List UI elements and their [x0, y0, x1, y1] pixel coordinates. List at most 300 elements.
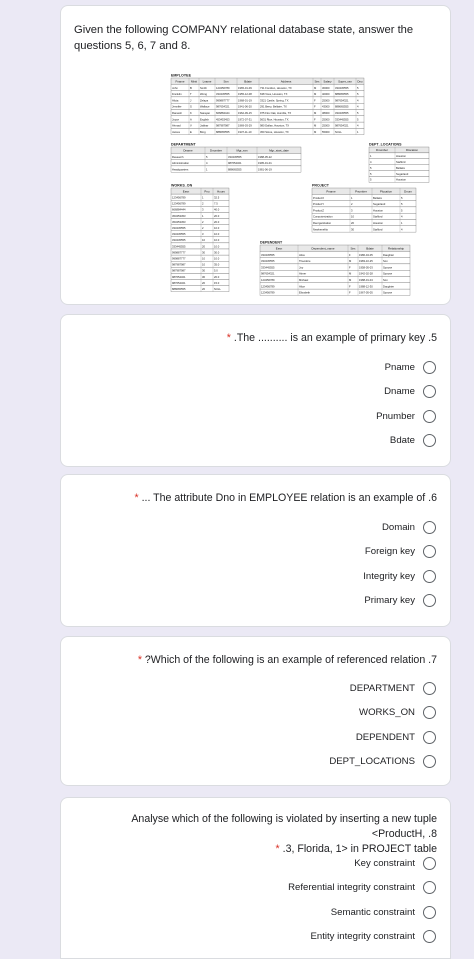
table-dependent [260, 241, 410, 296]
table-cell: M [314, 124, 317, 128]
table-cell: 10.0 [214, 257, 220, 261]
table-cell: M [349, 272, 352, 276]
option-referential-integrity[interactable] [288, 878, 436, 896]
table-cell: 5 [206, 155, 208, 159]
table-cell: 999887777 [216, 99, 230, 103]
table-cell: 638 Voss, Houston, TX [260, 93, 288, 97]
question-6-text: ... The attribute Dno in EMPLOYEE relation is an example of .6 [141, 492, 437, 504]
table-cell: F [349, 285, 351, 289]
table-cell: 10.0 [214, 245, 220, 249]
table-cell: 3321 Castle, Spring, TX [260, 99, 289, 103]
table-cell: 5 [357, 118, 359, 122]
option-label: Key constraint [354, 857, 415, 869]
table-cell: Houston [373, 222, 384, 226]
table-header-cell: Mgr_ssn [236, 148, 248, 153]
table-cell: NULL [214, 287, 221, 291]
table-cell: 333445555 [335, 118, 349, 122]
table-cell: 987987987 [216, 124, 230, 128]
table-employee [171, 74, 364, 135]
option-dname[interactable] [384, 382, 436, 400]
question-5-title [77, 331, 437, 346]
table-cell: Reorganization [313, 222, 332, 226]
table-cell: Research [172, 155, 184, 159]
table-cell: Zelaya [200, 99, 209, 103]
table-cell: 333445555 [261, 266, 275, 270]
table-cell: Jabbar [200, 124, 209, 128]
table-header-cell: Sex [314, 79, 320, 84]
table-cell: 10 [202, 263, 205, 267]
table-cell: 1 [370, 155, 372, 159]
table-cell: 1988-05-22 [258, 155, 272, 159]
table-cell: 333445555 [335, 112, 349, 116]
table-cell: F [349, 266, 351, 270]
table-cell: Narayan [200, 112, 211, 116]
table-cell: 10 [351, 215, 354, 219]
table-cell: 1967-05-05 [359, 291, 373, 295]
option-dependent[interactable] [356, 728, 436, 746]
table-header-cell: Address [280, 79, 292, 84]
table-cell: 453453453 [172, 220, 186, 224]
table-cell: 20.0 [214, 220, 220, 224]
table-works-on [171, 184, 229, 292]
table-cell: 999887777 [172, 251, 186, 255]
table-cell: 20 [202, 287, 205, 291]
radio-button[interactable] [423, 906, 436, 919]
table-cell: 4 [401, 215, 403, 219]
table-header-cell: Fname [175, 79, 185, 84]
table-cell: English [200, 118, 209, 122]
table-header-cell: Bdate [244, 79, 252, 84]
table-cell: Joyce [172, 118, 180, 122]
radio-button[interactable] [423, 706, 436, 719]
table-cell: 5631 Rice, Houston, TX [260, 118, 289, 122]
table-cell: 5 [401, 203, 403, 207]
radio-button[interactable] [423, 434, 436, 447]
table-cell: 20.0 [214, 275, 220, 279]
table-cell: M [349, 279, 352, 283]
table-cell: Theodore [299, 260, 311, 264]
option-label: Primary key [364, 594, 415, 606]
table-cell: Elizabeth [299, 291, 311, 295]
option-primary-key[interactable] [364, 591, 436, 609]
table-cell: Michael [299, 279, 309, 283]
table-cell: 2 [202, 220, 204, 224]
table-header-cell: Pno [204, 189, 210, 194]
table-department [171, 143, 301, 173]
option-label: Dname [384, 385, 415, 397]
table-title: WORKS_ON [171, 183, 193, 188]
radio-button[interactable] [423, 881, 436, 894]
table-cell: M [314, 86, 317, 90]
table-cell: 333445555 [216, 93, 230, 97]
table-cell: 55000 [322, 130, 330, 134]
option-label: DEPENDENT [355, 731, 415, 743]
table-cell: Computerization [313, 215, 333, 219]
table-cell: Ahmad [172, 124, 181, 128]
option-domain[interactable] [382, 518, 436, 536]
table-cell: 30 [351, 228, 354, 232]
table-cell: Stafford [373, 228, 383, 232]
intro-card [60, 5, 451, 305]
table-cell: 5 [357, 112, 359, 116]
table-cell: Newbenefits [313, 228, 328, 232]
table-cell: Sugarland [373, 203, 386, 207]
table-header-cell: Dnum [404, 189, 412, 194]
table-cell: 1941-06-20 [238, 105, 252, 109]
table-header-cell: Plocation [380, 189, 392, 194]
table-title: EMPLOYEE [171, 73, 191, 78]
table-cell: 987654321 [335, 124, 349, 128]
table-cell: 5 [357, 86, 359, 90]
table-cell: 30 [202, 269, 205, 273]
radio-button[interactable] [423, 410, 436, 423]
radio-button[interactable] [423, 545, 436, 558]
table-cell: A [190, 118, 192, 122]
option-label: Pname [384, 361, 415, 373]
intro-text: Given the following COMPANY relational database state, answer the questions 5, 6, 7 and 8. [74, 24, 414, 52]
table-cell: 888665555 [335, 105, 349, 109]
table-cell: ProductY [313, 203, 325, 207]
table-cell: 40000 [322, 93, 330, 97]
table-cell: F [314, 99, 316, 103]
table-cell: 25000 [322, 99, 330, 103]
table-cell: 5 [370, 166, 372, 170]
table-cell: ProductX [313, 196, 325, 200]
option-bdate[interactable] [390, 431, 436, 449]
table-cell: Houston [373, 209, 384, 213]
table-cell: Joy [299, 266, 304, 270]
table-header-cell: Lname [202, 79, 212, 84]
table-cell: 30000 [322, 86, 330, 90]
table-cell: 999887777 [172, 257, 186, 261]
company-database-figure [169, 67, 439, 293]
table-cell: Daughter [383, 253, 395, 257]
table-cell: 1937-11-10 [238, 130, 252, 134]
table-cell: 1 [351, 196, 353, 200]
table-cell: 987654321 [172, 281, 186, 285]
table-cell: 1969-03-29 [238, 124, 252, 128]
table-cell: Abner [299, 272, 307, 276]
table-header-cell: Dependent_name [311, 246, 335, 251]
table-cell: M [314, 93, 317, 97]
table-cell: 123456789 [261, 291, 275, 295]
table-header-cell: Minit [190, 79, 198, 84]
table-cell: 987987987 [172, 269, 186, 273]
option-foreign-key[interactable] [365, 542, 436, 560]
table-header-cell: Salary [323, 79, 332, 84]
required-asterisk: * [134, 492, 139, 504]
table-cell: 1972-07-31 [238, 118, 252, 122]
table-cell: 333445555 [172, 245, 186, 249]
table-cell: 1968-01-19 [238, 99, 252, 103]
table-cell: 450 Stone, Houston, TX [260, 130, 289, 134]
table-cell: James [172, 130, 180, 134]
table-cell: 1942-02-28 [359, 272, 373, 276]
radio-button[interactable] [423, 857, 436, 870]
table-cell: 987654321 [261, 272, 275, 276]
option-label: DEPT_LOCATIONS [329, 755, 415, 767]
table-cell: M [314, 130, 317, 134]
table-header-cell: Pnumber [355, 189, 367, 194]
company-database-tables [169, 67, 439, 293]
radio-button[interactable] [423, 731, 436, 744]
table-cell: 453453453 [172, 214, 186, 218]
table-cell: 731 Fondren, Houston, TX [260, 86, 292, 90]
radio-button[interactable] [423, 361, 436, 374]
table-cell: 2 [351, 203, 353, 207]
table-cell: 123456789 [172, 202, 186, 206]
table-cell: Spouse [383, 272, 393, 276]
table-cell: 1983-10-25 [359, 260, 373, 264]
option-label: Domain [381, 521, 415, 533]
table-cell: 30 [202, 251, 205, 255]
table-cell: 43000 [322, 105, 330, 109]
radio-button[interactable] [423, 682, 436, 695]
table-cell: Alice [299, 253, 305, 257]
table-cell: Jennifer [172, 105, 182, 109]
table-cell: Smith [200, 86, 207, 90]
table-cell: 987654321 [228, 162, 242, 166]
table-title: DEPARTMENT [171, 142, 196, 147]
table-cell: NULL [335, 130, 342, 134]
table-cell: 333445555 [335, 86, 349, 90]
question-5-card [60, 314, 451, 467]
table-cell: 35.0 [214, 263, 220, 267]
table-cell: 1988-12-30 [359, 285, 373, 289]
table-cell: 4 [370, 161, 372, 165]
table-cell: 291 Berry, Bellaire, TX [260, 105, 287, 109]
table-cell: 4 [357, 105, 359, 109]
option-label: Bdate [389, 434, 415, 446]
required-asterisk: * [226, 332, 231, 344]
option-pname[interactable] [385, 358, 436, 376]
table-cell: Stafford [396, 161, 406, 165]
radio-button[interactable] [423, 930, 436, 943]
table-cell: 1958-05-03 [359, 266, 373, 270]
table-cell: 25000 [322, 124, 330, 128]
option-works-on[interactable] [359, 703, 436, 721]
option-entity-integrity[interactable] [310, 927, 436, 945]
table-cell: 30 [202, 275, 205, 279]
question-7-text: ?Which of the following is an example of referenced relation .7 [144, 654, 437, 666]
table-title: DEPENDENT [260, 240, 283, 245]
table-cell: ProductZ [313, 209, 324, 213]
table-cell: 1962-09-15 [238, 112, 252, 116]
table-cell: Bellaire [396, 166, 405, 170]
table-cell: 7.5 [214, 202, 218, 206]
question-6-card [60, 474, 451, 627]
table-title: DEPT_LOCATIONS [369, 142, 402, 147]
table-cell: F [314, 118, 316, 122]
table-cell: 980 Dallas, Houston, TX [260, 124, 290, 128]
table-cell: 888665555 [172, 287, 186, 291]
table-cell: 5 [401, 209, 403, 213]
table-cell: Daughter [383, 285, 395, 289]
table-header-cell: Mgr_start_date [269, 148, 289, 153]
table-cell: 987654321 [216, 105, 230, 109]
question-5-text: .The .......... is an example of primary key .5 [233, 332, 437, 344]
option-label: Foreign key [364, 545, 415, 557]
table-cell: 10 [202, 257, 205, 261]
option-integrity-key[interactable] [363, 567, 436, 585]
table-cell: 10.0 [214, 239, 220, 243]
option-label: Integrity key [363, 570, 415, 582]
table-title: PROJECT [312, 183, 329, 188]
option-label: Pnumber [376, 410, 415, 422]
radio-button[interactable] [423, 570, 436, 583]
table-header-cell: Essn [275, 246, 283, 251]
table-header-cell: Essn [182, 189, 190, 194]
table-cell: 3 [202, 233, 204, 237]
table-cell: 20 [202, 281, 205, 285]
table-cell: 888665555 [228, 168, 242, 172]
table-cell: 5 [401, 196, 403, 200]
radio-button[interactable] [423, 385, 436, 398]
required-asterisk: * [137, 654, 142, 666]
option-semantic-constraint[interactable] [331, 903, 436, 921]
table-cell: Son [383, 260, 388, 264]
table-cell: 888665555 [335, 93, 349, 97]
table-cell: Spouse [383, 291, 393, 295]
table-cell: 1 [401, 222, 403, 226]
table-cell: 5 [357, 93, 359, 97]
table-cell: S [190, 105, 192, 109]
table-header-cell: Sex [350, 246, 356, 251]
table-cell: Wallace [200, 105, 210, 109]
table-cell: Bellaire [373, 196, 382, 200]
table-cell: Houston [396, 155, 407, 159]
table-header-cell: Dno [357, 79, 363, 84]
question-8-text-line2: .3, Florida, 1> in PROJECT table [282, 843, 437, 855]
table-cell: 10 [202, 239, 205, 243]
table-cell: 123456789 [216, 86, 230, 90]
table-cell: 15.0 [214, 281, 220, 285]
table-cell: 975 Fire Oak, Humble, TX [260, 112, 292, 116]
table-cell: Alice [299, 285, 305, 289]
table-cell: Administration [172, 162, 190, 166]
required-asterisk: * [275, 843, 280, 855]
table-header-cell: Ssn [223, 79, 229, 84]
table-header-cell: Dname [183, 148, 193, 153]
table-cell: 1955-12-08 [238, 93, 252, 97]
table-cell: Ramesh [172, 112, 183, 116]
table-cell: 32.5 [214, 196, 220, 200]
table-cell: 4 [401, 228, 403, 232]
table-cell: 333445555 [172, 226, 186, 230]
table-dept-locations [369, 143, 429, 183]
question-8-title [77, 812, 437, 857]
table-project [312, 184, 416, 233]
table-cell: Sugarland [396, 172, 409, 176]
table-cell: 1986-04-05 [359, 253, 373, 257]
table-cell: 2 [202, 202, 204, 206]
table-cell: 2 [202, 226, 204, 230]
table-cell: F [314, 105, 316, 109]
option-label: Referential integrity constraint [288, 881, 415, 893]
option-label: Semantic constraint [330, 906, 415, 918]
table-cell: M [349, 260, 352, 264]
option-key-constraint[interactable] [354, 854, 436, 872]
table-header-cell: Pname [326, 189, 336, 194]
table-cell: 20 [202, 245, 205, 249]
table-header-cell: Dnumber [376, 148, 388, 153]
table-cell: 1995-01-01 [258, 162, 272, 166]
table-cell: 333445555 [172, 233, 186, 237]
table-cell: 453453453 [216, 118, 230, 122]
option-dept-locations[interactable] [329, 752, 436, 770]
table-header-cell: Dnumber [210, 148, 222, 153]
table-cell: B [190, 86, 192, 90]
radio-button[interactable] [423, 755, 436, 768]
table-cell: Wong [200, 93, 207, 97]
table-cell: F [349, 291, 351, 295]
table-cell: J [190, 99, 192, 103]
table-cell: 20.0 [214, 214, 220, 218]
table-cell: 987987987 [172, 263, 186, 267]
question-7-card [60, 636, 451, 786]
table-cell: Franklin [172, 93, 182, 97]
table-cell: Houston [396, 178, 407, 182]
table-cell: 333445555 [228, 155, 242, 159]
table-cell: 987654321 [335, 99, 349, 103]
table-header-row [171, 78, 364, 84]
table-cell: 3 [351, 209, 353, 213]
table-cell: 666884444 [216, 112, 230, 116]
table-cell: 5 [370, 172, 372, 176]
radio-button[interactable] [423, 594, 436, 607]
radio-button[interactable] [423, 521, 436, 534]
table-cell: Spouse [383, 266, 393, 270]
table-cell: 333445555 [172, 239, 186, 243]
table-cell: Alicia [172, 99, 179, 103]
table-header-cell: Bdate [366, 246, 374, 251]
table-cell: Stafford [373, 215, 383, 219]
question-6-title [77, 491, 437, 506]
table-cell: Headquarters [172, 168, 189, 172]
table-cell: Son [383, 279, 388, 283]
table-header-cell: Super_ssn [338, 79, 352, 84]
table-cell: 20 [351, 222, 354, 226]
option-label: DEPARTMENT [349, 682, 415, 694]
table-cell: 666884444 [172, 208, 186, 212]
table-cell: K [190, 112, 192, 116]
option-pnumber[interactable] [376, 407, 436, 425]
table-cell: 1 [357, 130, 359, 134]
table-cell: 5 [370, 178, 372, 182]
table-cell: 4 [357, 99, 359, 103]
table-cell: 1 [202, 214, 204, 218]
question-8-card [60, 797, 451, 959]
table-cell: 123456789 [172, 196, 186, 200]
table-cell: 123456789 [261, 279, 275, 283]
table-cell: V [190, 124, 192, 128]
option-department[interactable] [350, 679, 436, 697]
table-header-cell: Hours [217, 189, 225, 194]
table-cell: Borg [200, 130, 206, 134]
table-header-cell: Dlocation [405, 148, 419, 153]
table-cell: 4 [357, 124, 359, 128]
table-cell: 25000 [322, 118, 330, 122]
table-cell: John [172, 86, 178, 90]
table-cell: 40.0 [214, 208, 220, 212]
table-cell: 888665555 [216, 130, 230, 134]
table-cell: 987654321 [172, 275, 186, 279]
question-7-title [77, 653, 437, 668]
table-cell: 1 [206, 168, 208, 172]
table-cell: 10.0 [214, 233, 220, 237]
table-cell: 1981-06-19 [258, 168, 272, 172]
table-cell: 38000 [322, 112, 330, 116]
